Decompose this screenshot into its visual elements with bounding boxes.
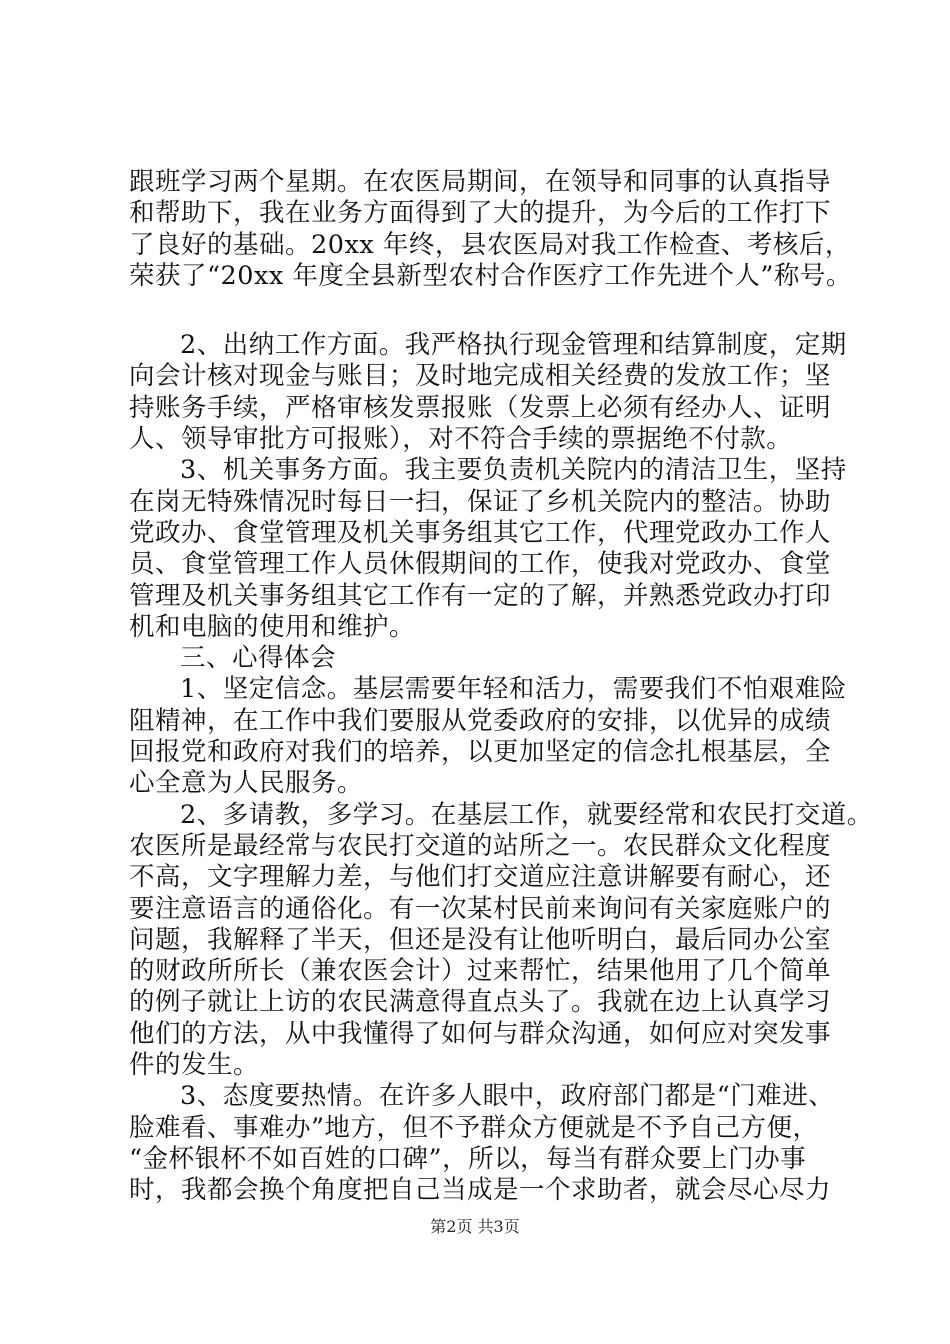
text-line: 他们的方法，从中我懂得了如何与群众沟通，如何应对突发事	[129, 1018, 832, 1049]
text-line: 不高，文字理解力差，与他们打交道应注意讲解要有耐心，还	[129, 862, 832, 893]
document-body	[129, 167, 873, 1208]
text-line: 和帮助下，我在业务方面得到了大的提升，为今后的工作打下	[129, 198, 832, 229]
text-line: 了良好的基础。20xx 年终，县农医局对我工作检查、考核后，	[129, 229, 851, 260]
text-line: 的例子就让上访的农民满意得直点头了。我就在边上认真学习	[129, 987, 832, 1018]
text-line: 心全意为人民服务。	[129, 768, 364, 799]
text-line: 1、坚定信念。基层需要年轻和活力，需要我们不怕艰难险	[180, 674, 847, 705]
text-line: 农医所是最经常与农民打交道的站所之一。农民群众文化程度	[129, 830, 832, 861]
text-line: 党政办、食堂管理及机关事务组其它工作，代理党政办工作人	[129, 517, 832, 548]
text-line: 机和电脑的使用和维护。	[129, 611, 416, 642]
text-line: “金杯银杯不如百姓的口碑”，所以，每当有群众要上门办事	[129, 1143, 807, 1174]
text-line: 件的发生。	[129, 1050, 260, 1081]
text-line: 2、出纳工作方面。我严格执行现金管理和结算制度，定期	[180, 330, 847, 361]
text-line: 员、食堂管理工作人员休假期间的工作，使我对党政办、食堂	[129, 549, 832, 580]
text-line: 3、态度要热情。在许多人眼中，政府部门都是“门难进、	[180, 1081, 835, 1112]
text-line: 时，我都会换个角度把自己当成是一个求助者，就会尽心尽力	[129, 1175, 832, 1206]
text-line: 人、领导审批方可报账），对不符合手续的票据绝不付款。	[129, 424, 793, 455]
text-line: 荣获了“20xx 年度全县新型农村合作医疗工作先进个人”称号。	[129, 260, 852, 291]
text-line: 持账务手续，严格审核发票报账（发票上必须有经办人、证明	[129, 392, 832, 423]
page-footer: 第2页 共3页	[430, 1217, 520, 1236]
text-line: 跟班学习两个星期。在农医局期间，在领导和同事的认真指导	[129, 167, 832, 197]
text-line: 在岗无特殊情况时每日一扫，保证了乡机关院内的整洁。协助	[129, 486, 832, 517]
text-line: 脸难看、事难办”地方，但不予群众方便就是不予自己方便，	[129, 1112, 819, 1143]
text-line: 要注意语言的通俗化。有一次某村民前来询问有关家庭账户的	[129, 893, 832, 924]
text-line: 管理及机关事务组其它工作有一定的了解，并熟悉党政办打印	[129, 580, 832, 611]
text-line: 回报党和政府对我们的培养，以更加坚定的信念扎根基层，全	[129, 737, 832, 768]
text-line: 阻精神，在工作中我们要服从党委政府的安排，以优异的成绩	[129, 705, 832, 736]
text-line: 向会计核对现金与账目；及时地完成相关经费的发放工作；坚	[129, 361, 832, 392]
section-heading: 三、心得体会	[180, 643, 337, 674]
text-line: 的财政所所长（兼农医会计）过来帮忙，结果他用了几个简单	[129, 956, 832, 987]
text-line: 问题，我解释了半天，但还是没有让他听明白，最后同办公室	[129, 924, 832, 955]
text-line: 3、机关事务方面。我主要负责机关院内的清洁卫生，坚持	[180, 455, 847, 486]
text-line: 2、多请教，多学习。在基层工作，就要经常和农民打交道。	[180, 799, 873, 830]
paragraph-gap	[129, 293, 839, 331]
